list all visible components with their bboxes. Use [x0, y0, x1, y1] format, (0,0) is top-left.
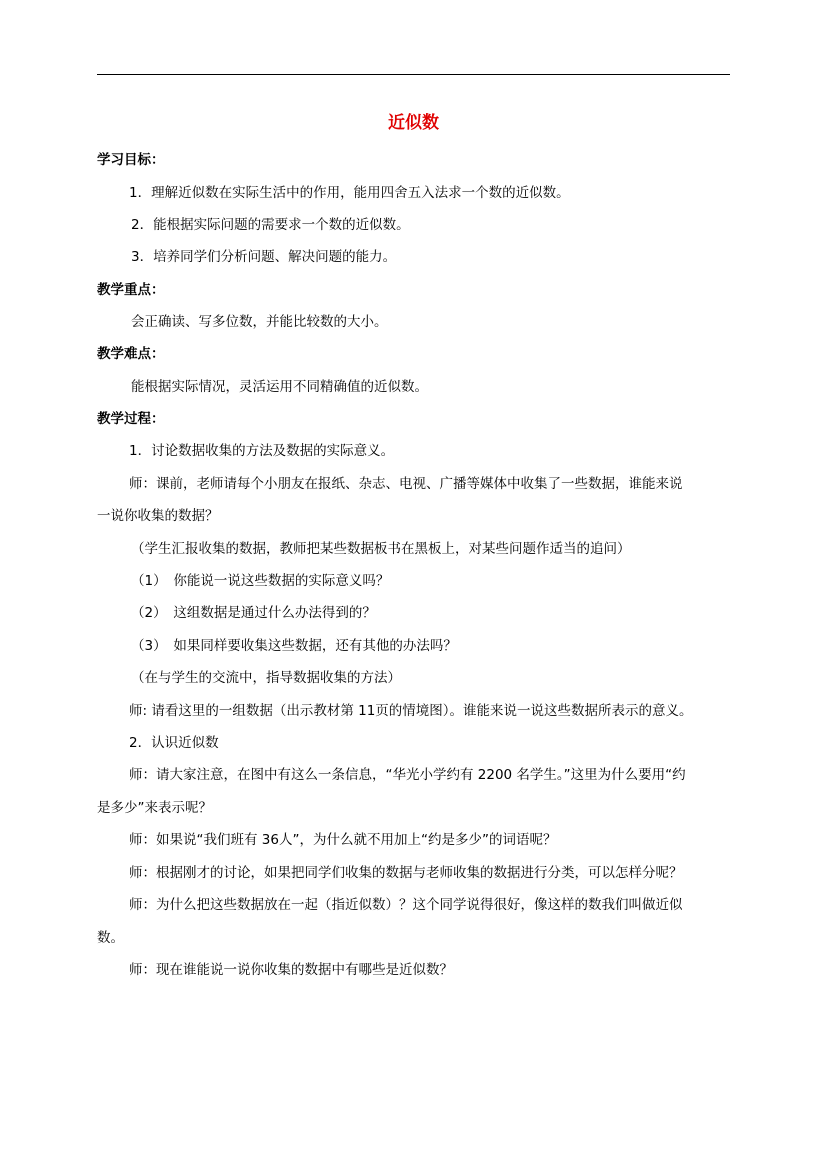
key-point-text: 会正确读、写多位数，并能比较数的大小。	[131, 314, 388, 330]
difficulty-text: 能根据实际情况，灵活运用不同精确值的近似数。	[131, 379, 428, 395]
heading-process: 教学过程：	[97, 411, 165, 427]
heading-difficulties: 教学难点：	[97, 346, 165, 362]
objective-3: 3．培养同学们分析问题、解决问题的能力。	[131, 249, 397, 265]
question-1: （1） 你能说一说这些数据的实际意义吗？	[131, 573, 390, 589]
paragraph-line: 师：请大家注意，在图中有这么一条信息，“华光小学约有 2200 名学生。”这里为什么要用“约	[129, 767, 686, 783]
paragraph-line: 师：根据刚才的讨论，如果把同学们收集的数据与老师收集的数据进行分类，可以怎样分呢？	[129, 865, 683, 881]
paragraph-line: 师：为什么把这些数据放在一起（指近似数）？这个同学说得很好，像这样的数我们叫做近似	[129, 897, 683, 913]
document-title: 近似数	[388, 113, 439, 133]
objective-2: 2．能根据实际问题的需要求一个数的近似数。	[131, 217, 410, 233]
process-step-2: 2．认识近似数	[129, 735, 219, 751]
paragraph-line: 师: 请看这里的一组数据（出示教材第 11页的情境图）。谁能来说一说这些数据所表示的意义。	[129, 703, 693, 719]
paragraph-line: 师：现在谁能说一说你收集的数据中有哪些是近似数？	[129, 962, 453, 978]
heading-objectives: 学习目标：	[97, 152, 165, 168]
paragraph-line: 师：课前，老师请每个小朋友在报纸、杂志、电视、广播等媒体中收集了一些数据，谁能来说	[129, 476, 683, 492]
paragraph-line: 数。	[97, 930, 124, 946]
paragraph-line: （学生汇报收集的数据，教师把某些数据板书在黑板上，对某些问题作适当的追问）	[131, 541, 631, 557]
objective-1: 1．理解近似数在实际生活中的作用，能用四舍五入法求一个数的近似数。	[129, 185, 570, 201]
paragraph-line: （在与学生的交流中，指导数据收集的方法）	[131, 670, 401, 686]
question-2: （2） 这组数据是通过什么办法得到的？	[131, 605, 376, 621]
paragraph-line: 是多少”来表示呢？	[97, 800, 212, 816]
process-step-1: 1．讨论数据收集的方法及数据的实际意义。	[129, 443, 395, 459]
question-3: （3） 如果同样要收集这些数据，还有其他的办法吗？	[131, 638, 457, 654]
header-rule	[97, 74, 730, 75]
paragraph-line: 师：如果说“我们班有 36人”，为什么就不用加上“约是多少”的词语呢？	[129, 832, 557, 848]
paragraph-line: 一说你收集的数据？	[97, 508, 219, 524]
heading-key-points: 教学重点：	[97, 282, 165, 298]
